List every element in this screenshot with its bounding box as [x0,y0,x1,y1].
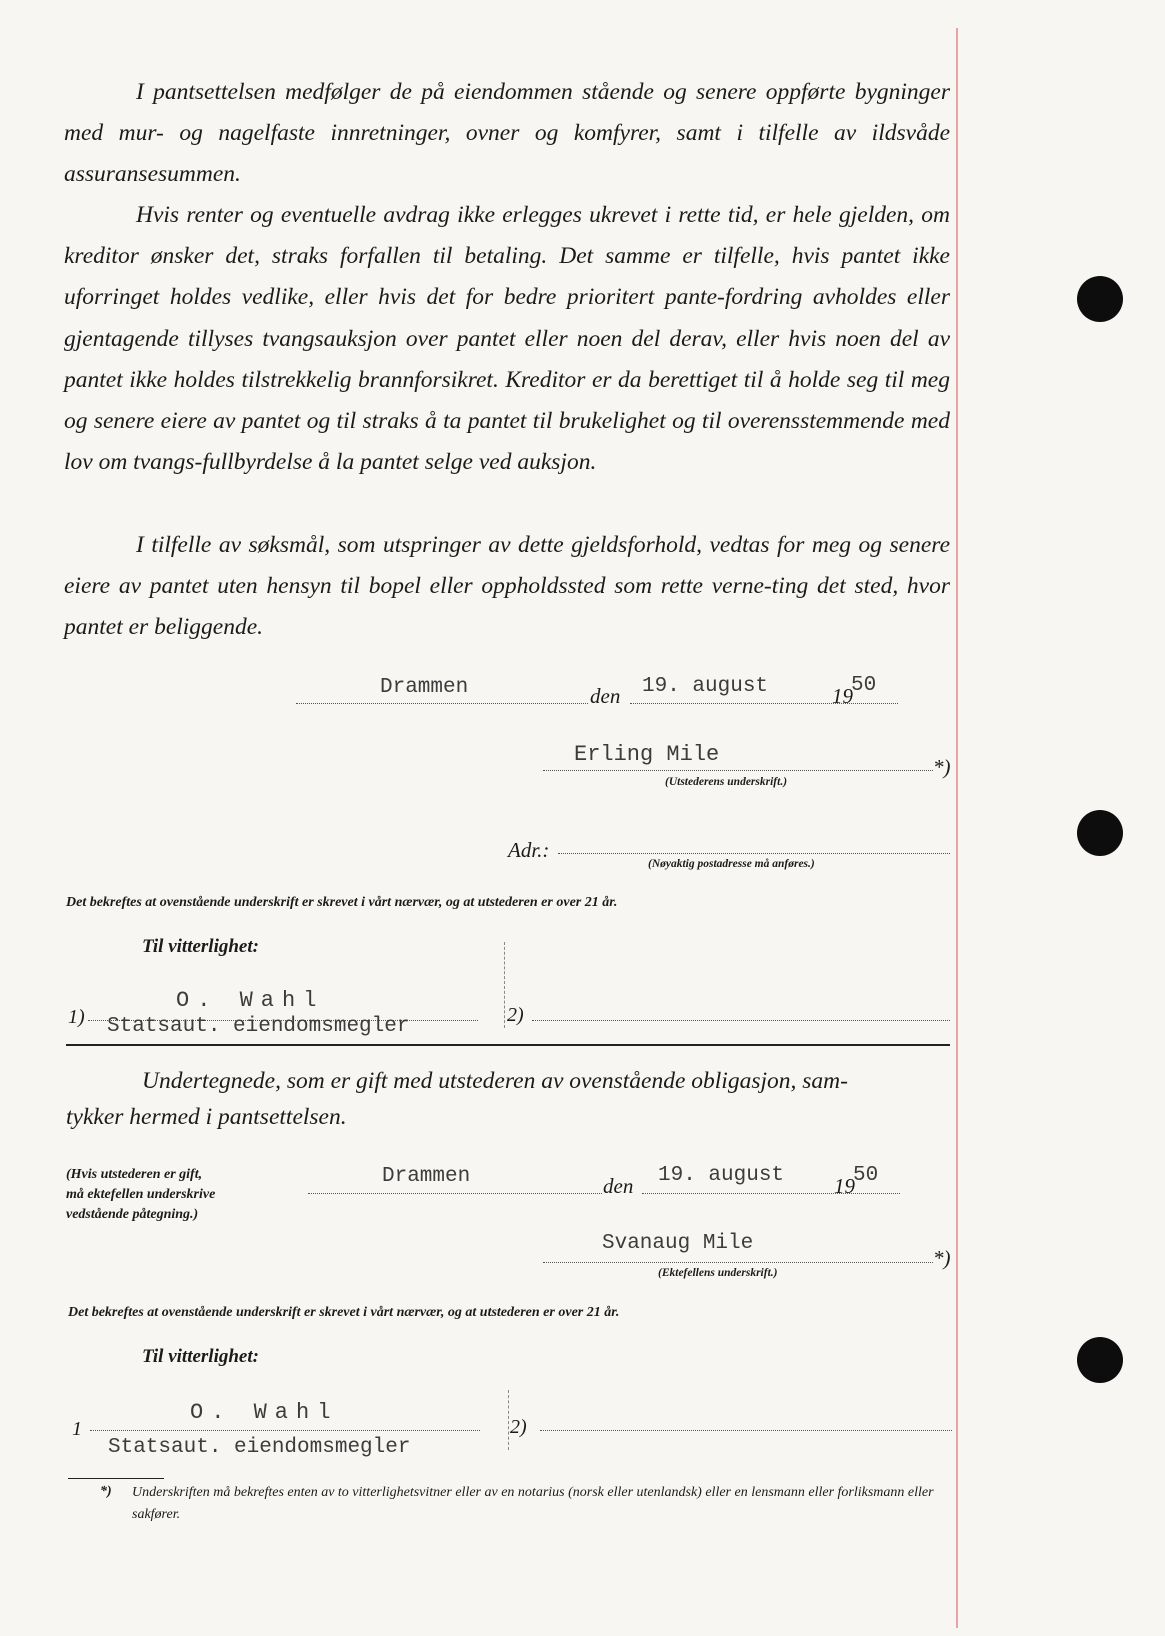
issuer-place: Drammen [380,676,469,699]
issuer-date: 19. august [642,675,769,698]
spouse-witness2-number: 2) [510,1416,527,1438]
spouse-year-suffix: 50 [853,1164,879,1187]
spouse-witness1-title: Statsaut. eiendomsmegler [108,1436,411,1459]
signature-line [543,770,933,771]
address-line [558,853,950,854]
signature-asterisk: *) [933,755,951,779]
witness1-number: 1) [68,1006,85,1028]
address-caption: (Nøyaktig postadresse må anføres.) [648,858,815,870]
spouse-signature-asterisk: *) [933,1246,951,1270]
witness2-number: 2) [507,1004,524,1026]
spouse-note-line1: (Hvis utstederen er gift, [66,1167,203,1182]
witness1-name: O. Wahl [176,988,325,1013]
spouse-consent-line2: tykker hermed i pantsettelsen. [66,1104,347,1130]
margin-line [956,28,958,1628]
spouse-witness-heading: Til vitterlighet: [142,1346,259,1367]
footnote-rule [68,1478,164,1479]
spouse-place-line [308,1193,602,1194]
issuer-signature-caption: (Utstederens underskrift.) [665,776,788,788]
spouse-note [66,1165,215,1225]
spouse-signature-caption: (Ektefellens underskrift.) [658,1267,778,1279]
spouse-certification-text: Det bekreftes at ovenstående underskrift er skrevet i vårt nærvær, og at utstederen er over 21 år. [68,1305,620,1320]
address-label: Adr.: [508,838,550,862]
spouse-witness2-line [540,1430,952,1431]
witness1-title: Statsaut. eiendomsmegler [107,1015,410,1038]
spouse-note-line3: vedstående påtegning.) [66,1207,199,1222]
witness-heading: Til vitterlighet: [142,936,259,957]
footnote-text: Underskriften må bekreftes enten av to vitterlighetsvitner eller av en notarius (norsk eller utenlandsk) eller en lensmann eller forliksmann eller sakfører. [132,1485,934,1522]
spouse-signature-line [543,1262,933,1263]
spouse-place: Drammen [382,1165,471,1188]
place-line [296,703,588,704]
date-line [630,703,898,704]
spouse-witness1-line [90,1430,480,1431]
paragraph-venue: I tilfelle av søksmål, som utspringer av dette gjeldsforhold, vedtas for meg og senere eiere av pantet uten hensyn til bopel eller oppholdssted som rette verne-ting det sted, hvor pantet er beliggende. [64,532,950,641]
footnote-marker: *) [100,1484,112,1499]
spouse-den-label: den [603,1174,634,1198]
den-label: den [590,684,621,708]
spouse-date-line [642,1193,900,1194]
paragraph-mortgage-scope: I pantsettelsen medfølger de på eiendommen stående og senere oppførte bygninger med mur- og nagelfaste innretninger, ovner og komfyrer, samt i tilfelle av ildsvåde assuransesummen. [64,79,950,188]
spouse-witness-divider [508,1390,509,1450]
paragraph-default-terms: Hvis renter og eventuelle avdrag ikke erlegges ukrevet i rette tid, er hele gjelden, om kreditor ønsker det, straks forfallen til betaling. Det samme er tilfelle, hvis pantet ikke uforringet holdes vedlike, eller hvis det for bedre prioritert pante-fordring avholdes eller gjentagende tillyses tvangsauksjon over pantet eller noen del derav, eller hvis noen del av pantet ikke holdes tilstrekkelig brannforsikret. Kreditor er da berettiget til å holde seg til meg og senere eiere av pantet og til straks å ta pantet til brukelighet og til overensstemmende med lov om tvangs-fullbyrdelse å la pantet selge ved auksjon. [64,202,950,476]
witness2-line [532,1020,950,1021]
issuer-signature: Erling Mile [574,742,720,767]
witness-divider [504,942,505,1028]
spouse-note-line2: må ektefellen underskrive [66,1187,216,1202]
spouse-consent-line1: Undertegnede, som er gift med utstederen av ovenstående obligasjon, sam- [142,1068,848,1094]
section-divider [66,1044,950,1046]
spouse-date: 19. august [658,1164,785,1187]
spouse-year-prefix: 19 [834,1174,855,1198]
binder-hole-bottom [1077,1337,1123,1383]
year-prefix: 19 [832,684,853,708]
binder-hole-middle [1077,810,1123,856]
year-suffix: 50 [851,674,877,697]
spouse-signature: Svanaug Mile [602,1232,754,1255]
spouse-witness1-name: O. Wahl [190,1400,339,1425]
spouse-witness1-number: 1 [72,1418,82,1440]
binder-hole-top [1077,276,1123,322]
certification-text: Det bekreftes at ovenstående underskrift er skrevet i vårt nærvær, og at utstederen er over 21 år. [66,895,618,910]
